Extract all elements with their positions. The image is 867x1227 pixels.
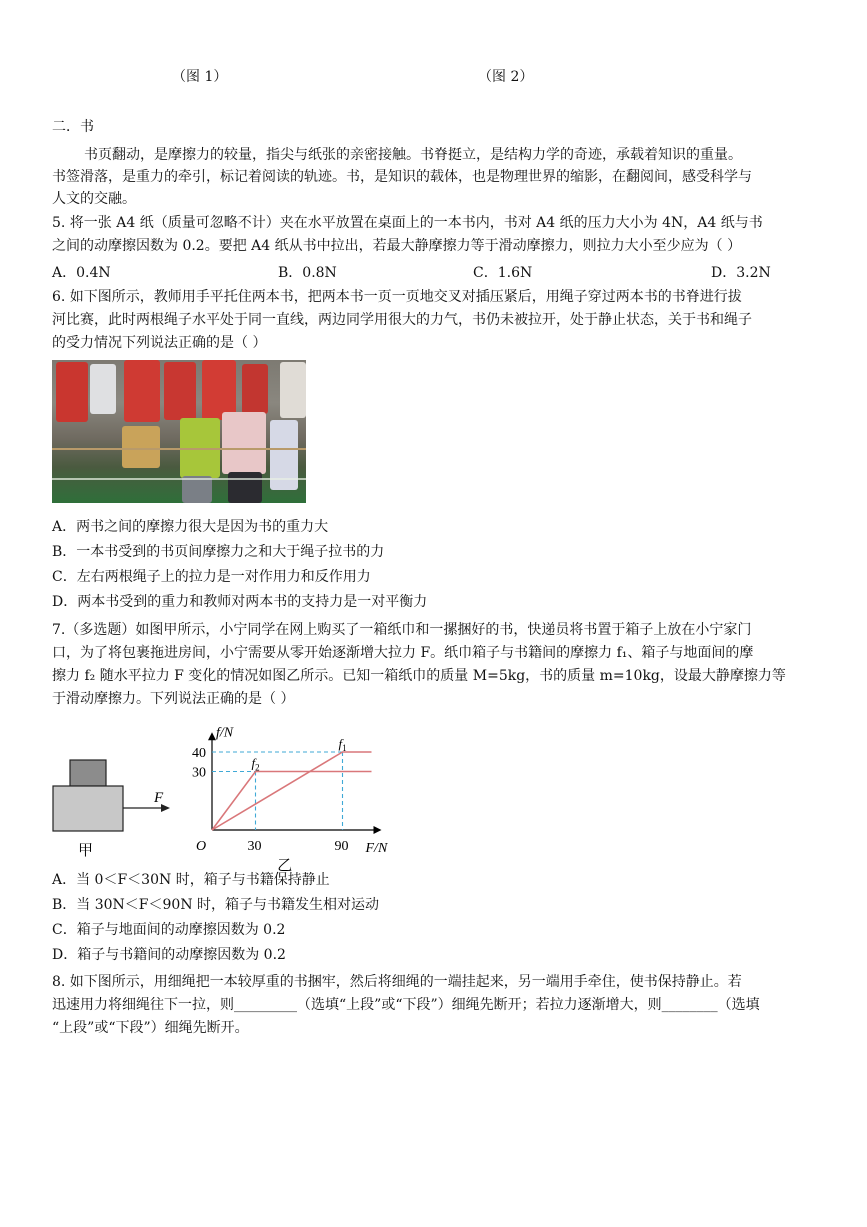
y-axis-arrow [208, 732, 216, 740]
y-axis-label: f/N [216, 725, 234, 741]
tug-of-war-photo [52, 360, 306, 503]
f2-subscript: 2 [255, 762, 260, 773]
f2-letter: f [251, 755, 256, 771]
section-intro-line-1: 书页翻动，是摩擦力的较量，指尖与纸张的亲密接触。书脊挺立，是结构力学的奇迹，承载着知识的重量。 [84, 147, 742, 163]
figure-yi-chart [190, 712, 390, 874]
question-6-line-1: 6. 如下图所示，教师用手平托住两本书，把两本书一页一页地交叉对插压紧后，用绳子穿过两本书的书脊进行拔 [52, 289, 742, 305]
x-axis-arrow [374, 826, 382, 834]
question-8-line-1: 8. 如下图所示，用细绳把一本较厚重的书捆牢，然后将细绳的一端挂起来，另一端用手牵住，使书保持静止。若 [52, 974, 742, 990]
f1-subscript: 1 [342, 743, 347, 753]
question-6-option-d: D．两本书受到的重力和教师对两本书的支持力是一对平衡力 [52, 594, 428, 610]
origin-label: O [196, 839, 207, 854]
question-5-option-c: C．1.6N [473, 265, 533, 281]
series-line-f2 [212, 772, 372, 831]
f1-label [339, 736, 347, 753]
question-7-line-1: 7.（多选题）如图甲所示，小宁同学在网上购买了一箱纸巾和一摞捆好的书，快递员将书置于箱子上放在小宁家门 [52, 622, 752, 638]
question-6-option-c: C．左右两根绳子上的拉力是一对作用力和反作用力 [52, 569, 371, 585]
question-5-option-d: D．3.2N [711, 265, 771, 281]
question-7-option-b: B．当 30N＜F＜90N 时，箱子与书籍发生相对运动 [52, 897, 380, 913]
question-5-line-1: 5. 将一张 A4 纸（质量可忽略不计）夹在水平放置在桌面上的一本书内，书对 A4 纸的压力大小为 4N，A4 纸与书 [52, 215, 763, 231]
question-6-line-3: 的受力情况下列说法正确的是（ ） [52, 335, 267, 351]
question-5-line-2: 之间的动摩擦因数为 0.2。要把 A4 纸从书中拉出，若最大静摩擦力等于滑动摩擦力，则拉力大小至少应为（ ） [52, 238, 742, 254]
question-8-line-3: “上段”或“下段”）细绳先断开。 [52, 1020, 249, 1036]
question-8-line-2: 迅速用力将细绳往下一拉，则_________（选填“上段”或“下段”）细绳先断开；若拉力逐渐增大，则________（选填 [52, 997, 760, 1013]
question-6-line-2: 河比赛，此时两根绳子水平处于同一直线，两边同学用很大的力气，书仍未被拉开，处于静止状态，关于书和绳子 [52, 312, 752, 328]
figure-yi-caption: 乙 [277, 858, 293, 874]
question-7-option-d: D．箱子与书籍间的动摩擦因数为 0.2 [52, 947, 286, 963]
figure-2-caption: （图 2） [478, 69, 534, 85]
series-line-f1 [212, 752, 372, 830]
figure-1-caption: （图 1） [172, 69, 228, 85]
x-axis-label: F/N [365, 841, 388, 856]
question-7-option-c: C．箱子与地面间的动摩擦因数为 0.2 [52, 922, 286, 938]
section-intro-line-2: 书签滑落，是重力的牵引，标记着阅读的轨迹。书，是知识的载体，也是物理世界的缩影，在翻阅间，感受科学与 [52, 169, 752, 185]
figure-jia [50, 755, 180, 860]
f1-letter: f [338, 736, 343, 751]
question-6-option-a: A．两书之间的摩擦力很大是因为书的重力大 [52, 519, 329, 535]
book-block [70, 760, 106, 786]
y-tick-label-30: 30 [192, 765, 206, 781]
box-block [53, 786, 123, 831]
question-7-line-3: 擦力 f₂ 随水平拉力 F 变化的情况如图乙所示。已知一箱纸巾的质量 M=5kg，书的质量 m=10kg，设最大静摩擦力等 [52, 668, 786, 684]
question-5-option-b: B．0.8N [278, 265, 337, 281]
y-tick-label-40: 40 [192, 746, 206, 761]
force-label: F [154, 790, 164, 806]
question-6-option-b: B．一本书受到的书页间摩擦力之和大于绳子拉书的力 [52, 544, 385, 560]
section-intro-line-3: 人文的交融。 [52, 191, 136, 207]
question-7-line-2: 口，为了将包裹拖进房间，小宁需要从零开始逐渐增大拉力 F。纸巾箱子与书籍间的摩擦力 f₁、箱子与地面间的摩 [52, 645, 754, 661]
section-title: 二．书 [52, 119, 94, 135]
figure-jia-caption: 甲 [78, 843, 94, 859]
x-tick-label-30: 30 [247, 839, 262, 854]
question-5-option-a: A．0.4N [52, 265, 111, 281]
x-tick-label-90: 90 [334, 839, 349, 854]
question-7-line-4: 于滑动摩擦力。下列说法正确的是（ ） [52, 691, 295, 707]
f2-label [252, 756, 260, 773]
question-7-option-a: A．当 0＜F＜30N 时，箱子与书籍保持静止 [52, 872, 330, 888]
